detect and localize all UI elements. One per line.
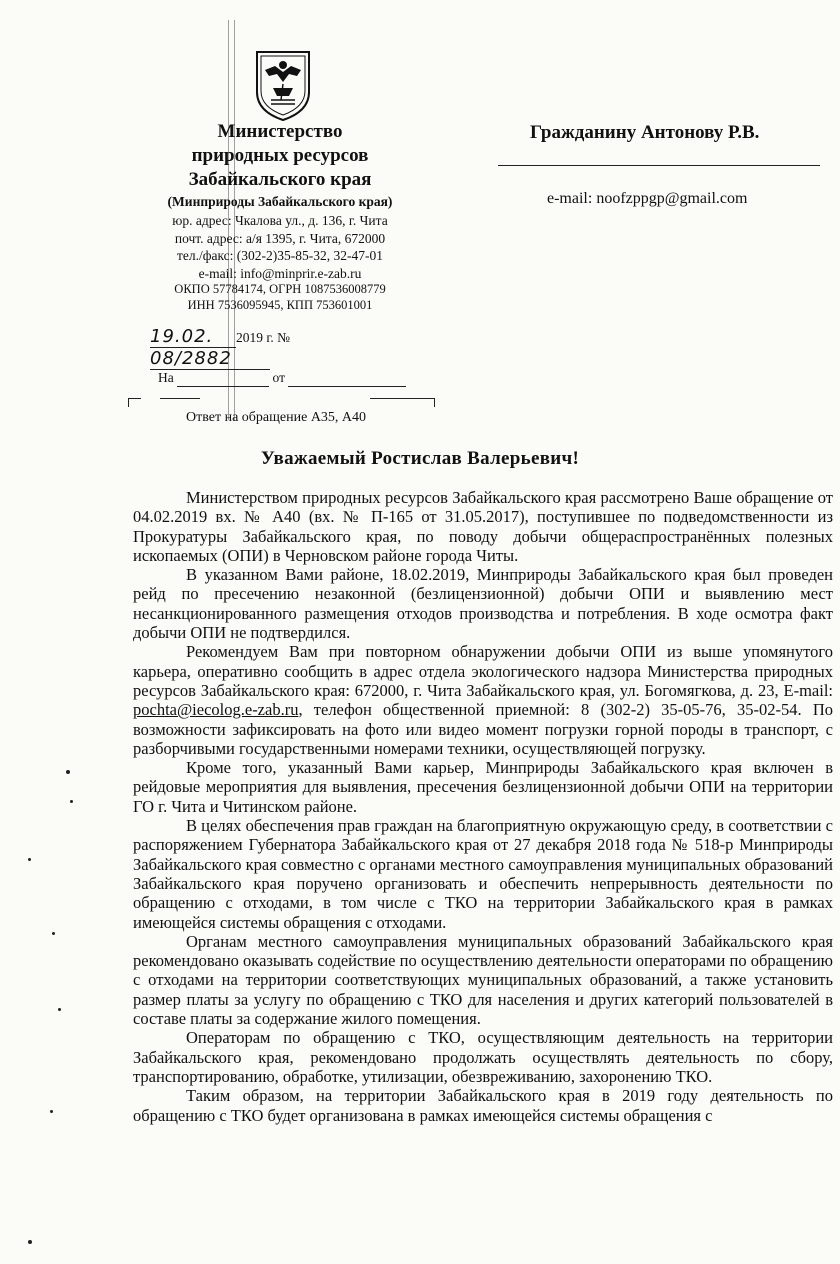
body-paragraph: В целях обеспечения прав граждан на благоприятную окружающую среду, в соответствии с распоряжением Губернатора Забайкальского края от 27 декабря 2018 года № 518-р Минприроды Забайкальского края совместно с органами местного самоуправления муниципальных образований Забайкальского края поручено организовать и обеспечить непрерывность деятельности по обращению с отходами, в том числе с ТКО на территории Забайкальского края в рамках имеющейся системы обращения с отходами. — [133, 816, 833, 932]
handwritten-date: 19.02. — [150, 326, 236, 348]
corner-mark — [128, 398, 141, 407]
postal-address: почт. адрес: а/я 1395, г. Чита, 672000 — [174, 230, 386, 246]
body-paragraph — [133, 565, 833, 642]
reply-reference: Ответ на обращение А35, А40 — [186, 410, 367, 425]
corner-mark — [370, 398, 422, 407]
ministry-short-name: (Минприроды Забайкальского края) — [167, 194, 393, 209]
body-paragraph: Министерством природных ресурсов Забайкальского края рассмотрено Ваше обращение от 04.02.2019 вх. № А40 (вх. № П-165 от 31.05.2017), поступившее по подведомственности из Прокуратуры Забайкальского края, по поводу добычи общераспространённых полезных ископаемых (ОПИ) в Черновском районе города Читы. — [133, 488, 833, 565]
recipient-email: e-mail: noofzppgp@gmail.com — [547, 190, 748, 207]
scan-speck — [70, 800, 73, 803]
scan-speck — [66, 770, 70, 774]
ministry-title-line: природных ресурсов — [191, 145, 369, 166]
body-paragraph: Кроме того, указанный Вами карьер, Минприроды Забайкальского края включен в рейдовые мероприятия для выявления, пресечения безлицензионной добычи ОПИ на территории ГО г. Чита и Читинском районе. — [133, 758, 833, 816]
recipient-name: Гражданину Антонову Р.В. — [530, 122, 760, 143]
letter-body — [133, 488, 833, 1125]
inn-kpp: ИНН 7536095945, КПП 753601001 — [187, 297, 373, 312]
scan-speck — [52, 932, 55, 935]
year-label: 2019 г. № — [236, 330, 291, 345]
on-label: На — [158, 370, 174, 385]
email-link[interactable]: pochta@iecolog.e-zab.ru — [133, 700, 299, 720]
okpo-ogrn: ОКПО 57784174, ОГРН 1087536008779 — [174, 282, 386, 296]
body-text: В указанном Вами районе, 18.02.2019, Минприроды Забайкальского края был проведен рейд по пресечению незаконной (безлицензионной) добычи ОПИ и выявлению мест несанкционированного размещения отходов производства и потребления. В ходе осмотра факт добычи ОПИ не подтвердился. — [133, 565, 833, 643]
scan-speck — [28, 858, 31, 861]
body-paragraph: Таким образом, на территории Забайкальского края в 2019 году деятельность по обращению с ТКО будет организована в рамках имеющейся системы обращения с — [133, 1086, 833, 1125]
body-text: , телефон общественной приемной: 8 (302-2) 35-05-76, 35-02-54. По возможности зафиксировать на фото или видео момент погрузки горной породы в транспорт, с разборчивыми государственными номерами техники, осуществляющей погрузку. — [133, 700, 833, 758]
from-label: от — [272, 370, 285, 385]
scan-speck — [58, 1008, 61, 1011]
ministry-header — [130, 120, 430, 313]
body-paragraph: Органам местного самоуправления муниципальных образований Забайкальского края рекомендовано оказывать содействие по осуществлению деятельности операторами по обращению с отходами на территории соответствующих муниципальных образований, а также установить размер платы за услугу по обращению с ТКО для населения и других категорий пользователей в составе платы за содержание жилого помещения. — [133, 931, 833, 1029]
coat-of-arms-icon — [253, 48, 313, 122]
ministry-email: e-mail: info@minprir.e-zab.ru — [198, 265, 362, 281]
legal-address: юр. адрес: Чкалова ул., д. 136, г. Чита — [172, 213, 388, 228]
body-paragraph: Операторам по обращению с ТКО, осуществляющим деятельность на территории Забайкальского края, рекомендовано продолжать осуществлять деятельность по сбору, транспортированию, обработке, утилизации, обезвреживанию, захоронению ТКО. — [133, 1028, 833, 1086]
handwritten-number: 08/2882 — [150, 348, 270, 370]
from-blank — [288, 370, 406, 387]
scan-speck — [28, 1240, 32, 1244]
on-blank — [177, 370, 269, 387]
outgoing-number-line — [150, 326, 410, 370]
scan-speck — [50, 1110, 53, 1113]
ministry-title-line: Забайкальского края — [188, 169, 372, 190]
body-text: Рекомендуем Вам при повторном обнаружении добычи ОПИ из выше упомянутого карьера, оперативно сообщить в адрес отдела экологического надзора Министерства природных ресурсов Забайкальского края: 672000, г. Чита Забайкальского края, ул. Богомягкова, д. 23, E-mail: — [133, 642, 833, 700]
on-from-line — [158, 370, 406, 387]
phone-fax: тел./факс: (302-2)35-85-32, 32-47-01 — [176, 248, 384, 263]
corner-mark — [160, 398, 200, 407]
body-paragraph — [133, 642, 833, 758]
recipient-divider — [498, 165, 820, 166]
ministry-title-line: Министерство — [217, 121, 343, 142]
greeting: Уважаемый Ростислав Валерьевич! — [260, 448, 580, 469]
corner-mark — [422, 398, 435, 407]
